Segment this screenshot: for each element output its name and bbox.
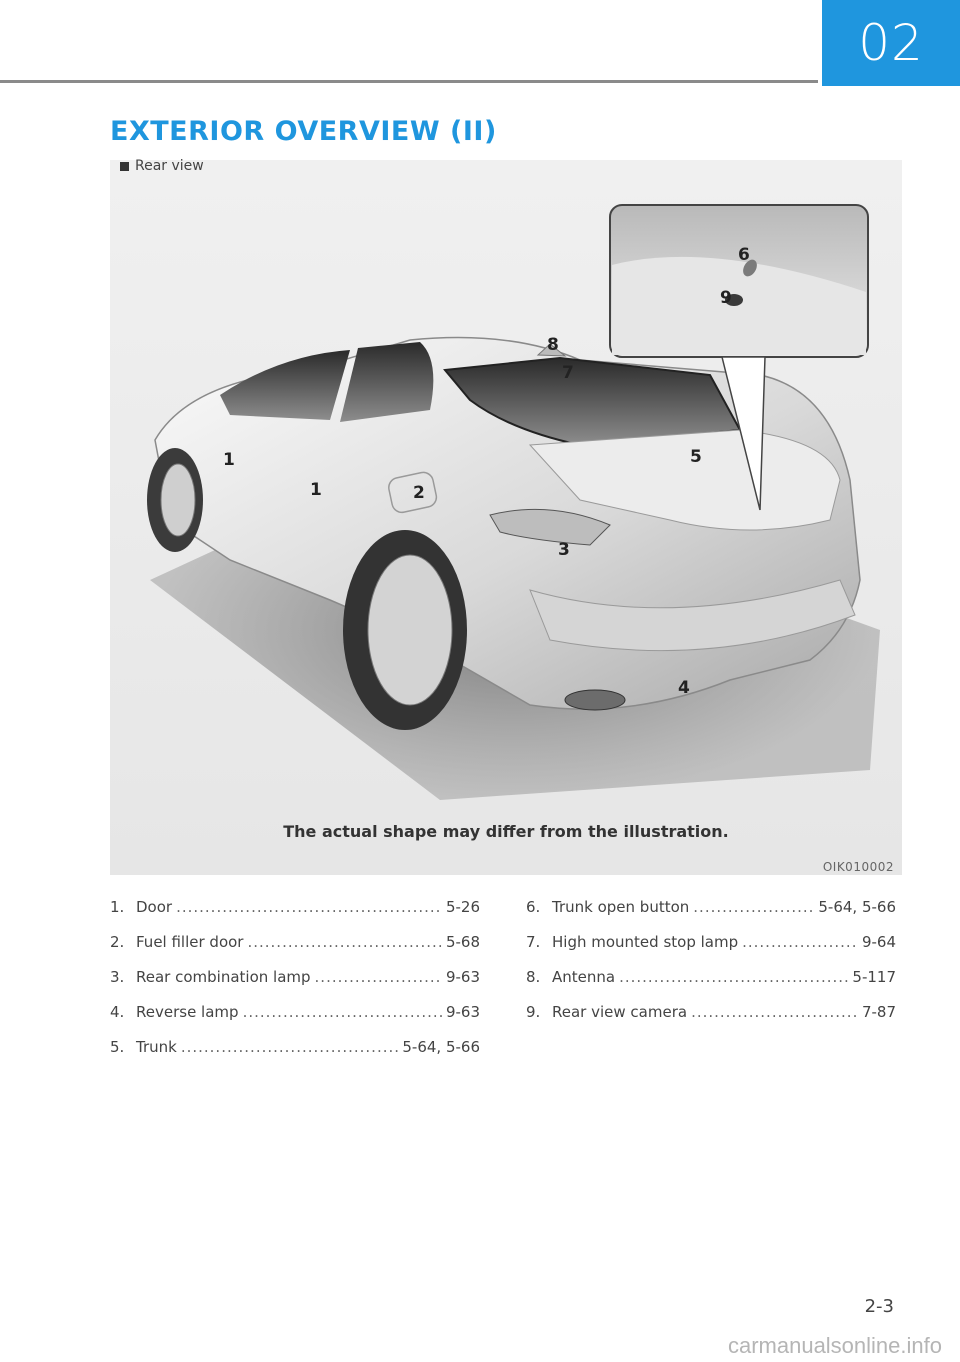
callout-8: 8 [547, 335, 559, 355]
list-item[interactable]: 9. Rear view camera ..... 7-87 [526, 1003, 896, 1038]
callout-9: 9 [720, 288, 732, 308]
leader-dots [691, 1003, 858, 1021]
list-item[interactable]: 7. High mounted stop lamp ..... 9-64 [526, 933, 896, 968]
item-list-left [110, 898, 480, 1073]
callout-6: 6 [738, 245, 750, 265]
page-title: EXTERIOR OVERVIEW (II) [110, 116, 497, 147]
header-rule [0, 80, 818, 83]
page-number: 2-3 [864, 1296, 894, 1317]
chapter-number: 02 [858, 14, 924, 72]
callout-1b: 1 [310, 480, 322, 500]
leader-dots [247, 933, 441, 951]
list-item[interactable]: 5. Trunk ..... 5-64, 5-66 [110, 1038, 480, 1073]
callout-4: 4 [678, 678, 690, 698]
list-item[interactable]: 6. Trunk open button ..... 5-64, 5-66 [526, 898, 896, 933]
callout-2: 2 [413, 483, 425, 503]
list-item[interactable]: 3. Rear combination lamp ..... 9-63 [110, 968, 480, 1003]
figure-code: OIK010002 [822, 860, 894, 874]
item-list-right [526, 898, 896, 1038]
leader-dots [693, 898, 814, 916]
callout-1a: 1 [223, 450, 235, 470]
watermark: carmanualsonline.info [727, 1333, 942, 1358]
callout-5: 5 [690, 447, 702, 467]
leader-dots [243, 1003, 442, 1021]
figure-label-text: Rear view [135, 158, 204, 174]
list-item[interactable]: 8. Antenna ..... 5-117 [526, 968, 896, 1003]
callout-3: 3 [558, 540, 570, 560]
callout-7: 7 [562, 363, 574, 383]
square-bullet-icon [120, 162, 129, 171]
car-rear-illustration [110, 160, 902, 875]
list-item[interactable]: 4. Reverse lamp ..... 9-63 [110, 1003, 480, 1038]
leader-dots [742, 933, 858, 951]
list-item[interactable]: 1. Door ..... 5-26 [110, 898, 480, 933]
leader-dots [176, 898, 442, 916]
figure-caption: The actual shape may differ from the illustration. [283, 822, 729, 841]
figure-label [120, 158, 204, 174]
list-item[interactable]: 2. Fuel filler door ..... 5-68 [110, 933, 480, 968]
leader-dots [315, 968, 442, 986]
leader-dots [619, 968, 848, 986]
chapter-tab [822, 0, 960, 86]
leader-dots [181, 1038, 399, 1056]
